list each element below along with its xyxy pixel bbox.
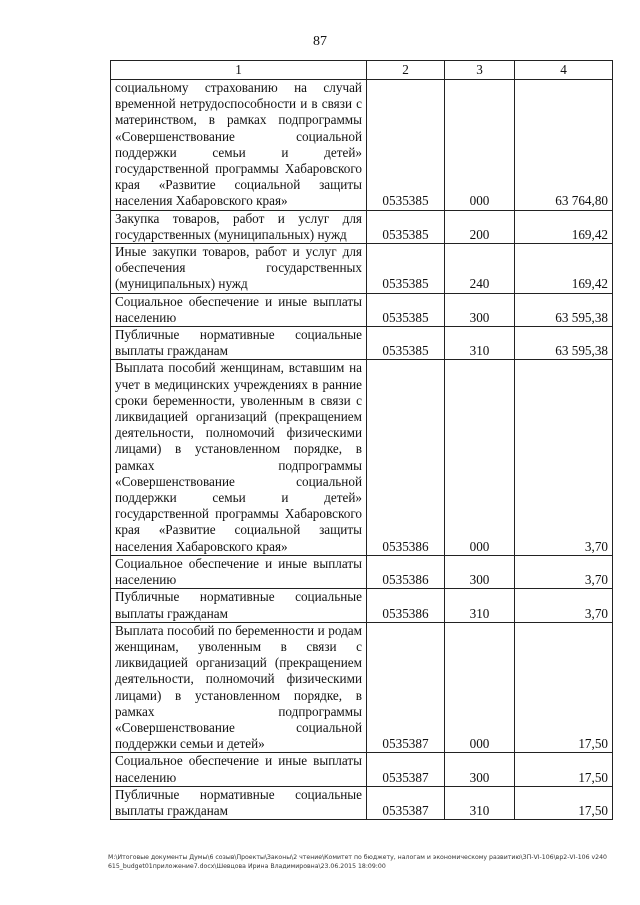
page-number: 87 bbox=[313, 34, 327, 49]
expense-type-code: 310 bbox=[445, 589, 515, 622]
target-article-code: 0535387 bbox=[367, 786, 445, 819]
column-header-2: 2 bbox=[367, 61, 445, 80]
target-article-code: 0535385 bbox=[367, 80, 445, 211]
table-row bbox=[111, 360, 613, 555]
table-row bbox=[111, 210, 613, 243]
expense-type-code: 300 bbox=[445, 555, 515, 588]
target-article-code: 0535386 bbox=[367, 555, 445, 588]
table-header-row bbox=[111, 61, 613, 80]
table-row bbox=[111, 244, 613, 294]
target-article-code: 0535387 bbox=[367, 622, 445, 753]
row-description: Публичные нормативные социальные выплаты гражданам bbox=[111, 327, 367, 360]
target-article-code: 0535387 bbox=[367, 753, 445, 786]
table-row bbox=[111, 80, 613, 211]
table-row bbox=[111, 555, 613, 588]
amount: 169,42 bbox=[515, 244, 613, 294]
amount: 63 595,38 bbox=[515, 293, 613, 326]
amount: 3,70 bbox=[515, 555, 613, 588]
amount: 17,50 bbox=[515, 622, 613, 753]
row-description: Иные закупки товаров, работ и услуг для обеспечения государственных (муниципальных) нужд bbox=[111, 244, 367, 294]
target-article-code: 0535385 bbox=[367, 293, 445, 326]
column-header-4: 4 bbox=[515, 61, 613, 80]
amount: 169,42 bbox=[515, 210, 613, 243]
expense-type-code: 000 bbox=[445, 80, 515, 211]
target-article-code: 0535385 bbox=[367, 244, 445, 294]
expense-type-code: 310 bbox=[445, 327, 515, 360]
expense-type-code: 300 bbox=[445, 293, 515, 326]
expense-type-code: 240 bbox=[445, 244, 515, 294]
budget-table bbox=[110, 60, 613, 820]
amount: 3,70 bbox=[515, 360, 613, 555]
table-row bbox=[111, 786, 613, 819]
target-article-code: 0535385 bbox=[367, 327, 445, 360]
row-description: Публичные нормативные социальные выплаты гражданам bbox=[111, 786, 367, 819]
target-article-code: 0535385 bbox=[367, 210, 445, 243]
amount: 63 764,80 bbox=[515, 80, 613, 211]
column-header-3: 3 bbox=[445, 61, 515, 80]
row-description: Выплата пособий женщинам, вставшим на учет в медицинских учреждениях в ранние сроки беременности, уволенным в связи с ликвидацией организаций (прекращением деятельности, полномочий физическими лицами) в установленном порядке, в рамках подпрограммы «Совершенствование социальной поддержки семьи и детей» государственной программы Хабаровского края «Развитие социальной защиты населения Хабаровского края» bbox=[111, 360, 367, 555]
document-path-footer: M:\Итоговые документы Думы\6 созыв\Проекты\Законы\2 чтение\Комитет по бюджету, налогам и экономическому развитию\ЗП-VI-106\вр2-VI-106 v240615_budget01приложение7.docx\Шевцова Ирина Владимировна\23.06.2015 18:09:00 bbox=[108, 854, 607, 870]
row-description: Закупка товаров, работ и услуг для государственных (муниципальных) нужд bbox=[111, 210, 367, 243]
expense-type-code: 300 bbox=[445, 753, 515, 786]
amount: 63 595,38 bbox=[515, 327, 613, 360]
row-description: Социальное обеспечение и иные выплаты населению bbox=[111, 555, 367, 588]
amount: 3,70 bbox=[515, 589, 613, 622]
target-article-code: 0535386 bbox=[367, 589, 445, 622]
row-description: Выплата пособий по беременности и родам женщинам, уволенным в связи с ликвидацией организаций (прекращением деятельности, полномочий физическими лицами) в установленном порядке, в рамках подпрограммы «Совершенствование социальной поддержки семьи и детей» bbox=[111, 622, 367, 753]
column-header-1: 1 bbox=[111, 61, 367, 80]
target-article-code: 0535386 bbox=[367, 360, 445, 555]
table-row bbox=[111, 293, 613, 326]
expense-type-code: 000 bbox=[445, 360, 515, 555]
table-row bbox=[111, 589, 613, 622]
row-description: социальному страхованию на случай временной нетрудоспособности и в связи с материнством, в рамках подпрограммы «Совершенствование социальной поддержки семьи и детей» государственной программы Хабаровского края «Развитие социальной защиты населения Хабаровского края» bbox=[111, 80, 367, 211]
row-description: Социальное обеспечение и иные выплаты населению bbox=[111, 753, 367, 786]
amount: 17,50 bbox=[515, 786, 613, 819]
amount: 17,50 bbox=[515, 753, 613, 786]
table-row bbox=[111, 327, 613, 360]
table-row bbox=[111, 622, 613, 753]
row-description: Публичные нормативные социальные выплаты гражданам bbox=[111, 589, 367, 622]
expense-type-code: 200 bbox=[445, 210, 515, 243]
expense-type-code: 000 bbox=[445, 622, 515, 753]
expense-type-code: 310 bbox=[445, 786, 515, 819]
row-description: Социальное обеспечение и иные выплаты населению bbox=[111, 293, 367, 326]
table-row bbox=[111, 753, 613, 786]
